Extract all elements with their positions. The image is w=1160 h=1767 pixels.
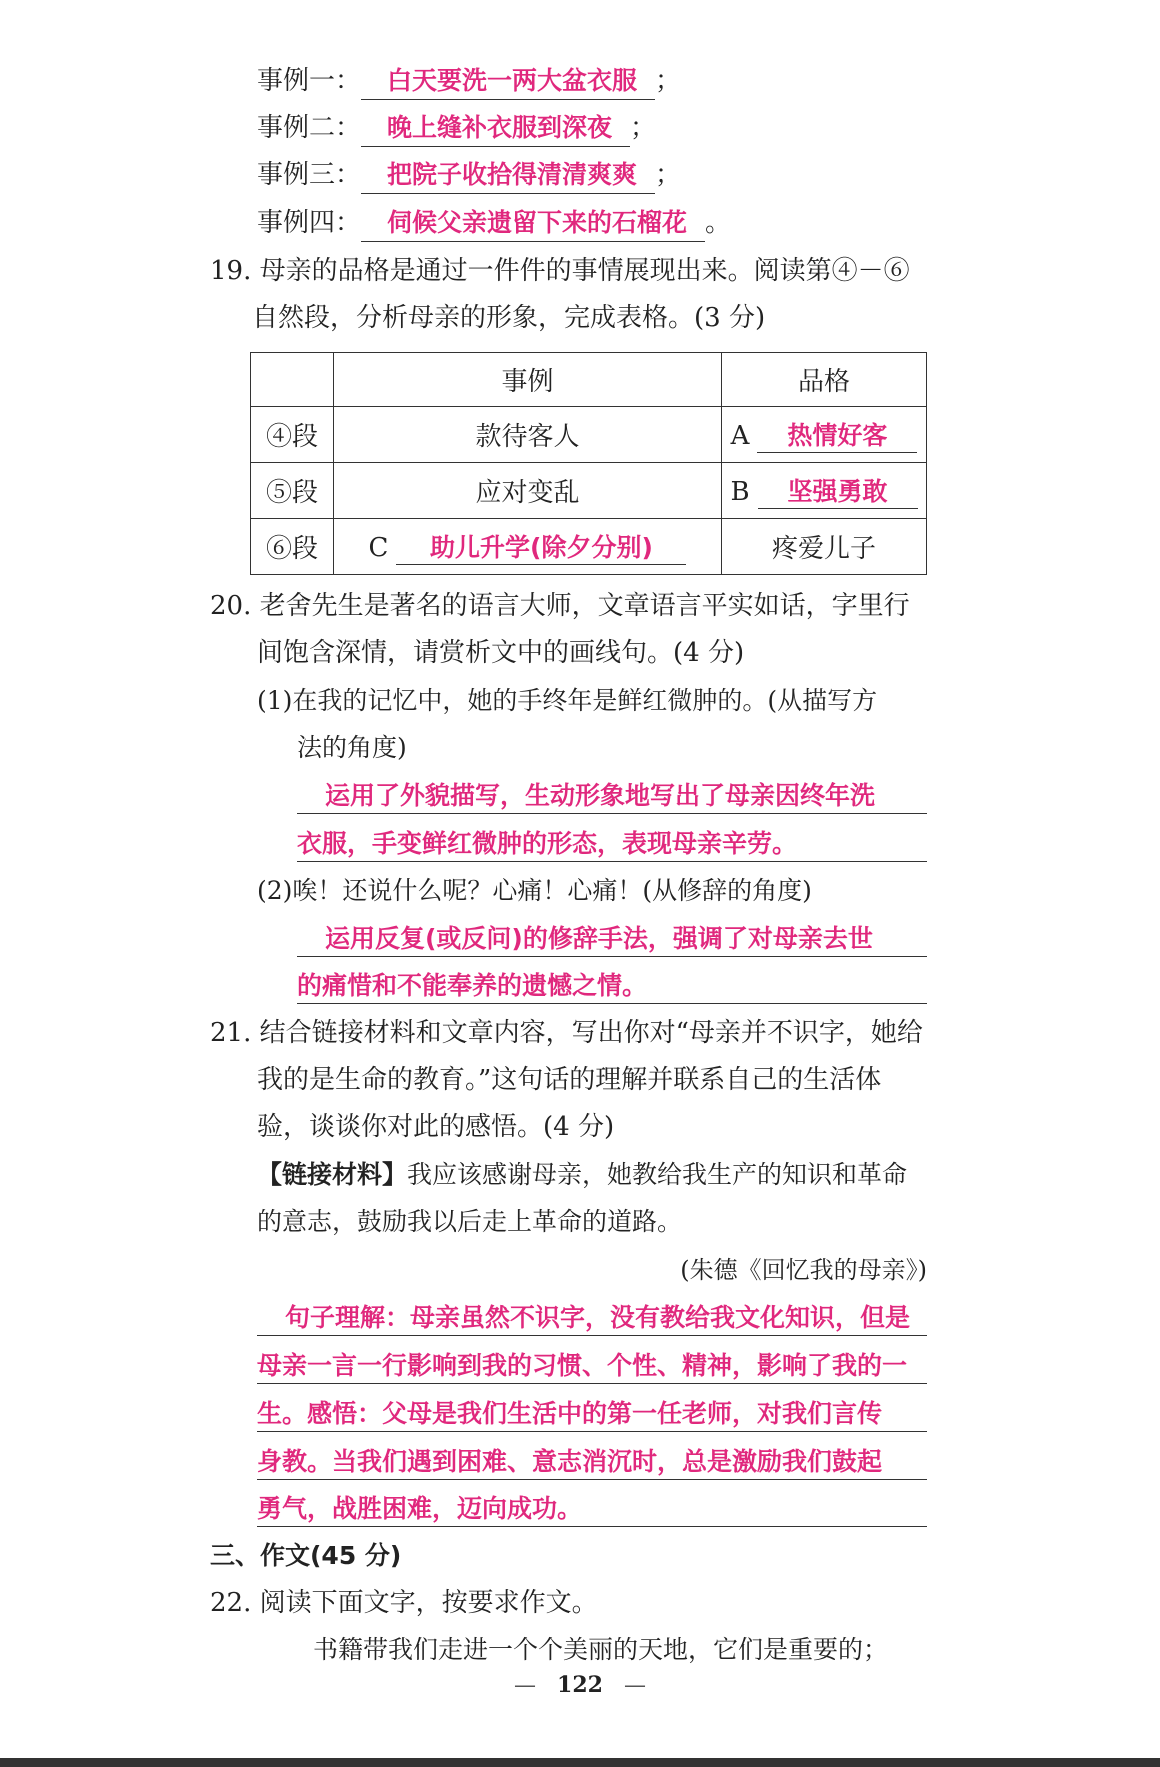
- answer-text: 运用反复(或反问)的修辞手法，强调了对母亲去世: [325, 924, 873, 953]
- answer-text: 助儿升学(除夕分别): [396, 528, 686, 565]
- answer-text: 生。感悟：父母是我们生活中的第一任老师，对我们言传: [257, 1399, 883, 1428]
- table-row: [251, 463, 927, 519]
- example-4: 事例四： 伺候父亲遗留下来的石榴花 。: [257, 205, 731, 242]
- table-cell: B 坚强勇敢: [722, 463, 927, 519]
- q22-text: 22. 阅读下面文字，按要求作文。: [210, 1588, 598, 1618]
- answer-text: 运用了外貌描写，生动形象地写出了母亲因终年洗: [325, 781, 876, 810]
- answer-text: 白天要洗一两大盆衣服: [361, 63, 655, 100]
- table-cell: C 助儿升学(除夕分别): [334, 519, 722, 575]
- answer-underline: [257, 1526, 927, 1527]
- table-row: [251, 519, 927, 575]
- answer-text: 伺候父亲遗留下来的石榴花: [361, 205, 705, 242]
- link-tag: 【链接材料】: [257, 1160, 408, 1189]
- answer-underline: [257, 1431, 927, 1432]
- answer-underline: [257, 1383, 927, 1384]
- table-row: [251, 407, 927, 463]
- answer-text: 身教。当我们遇到困难、意志消沉时，总是激励我们鼓起: [257, 1447, 883, 1476]
- answer-text: 热情好客: [757, 416, 917, 453]
- q19-table: [250, 352, 927, 575]
- page-footer: — 122 —: [514, 1672, 646, 1698]
- table-header-cell: 品格: [722, 353, 927, 407]
- q21-text: 验，谈谈你对此的感悟。(4 分): [257, 1112, 615, 1142]
- source-citation: (朱德《回忆我的母亲》): [680, 1256, 927, 1284]
- q20-sub2: (2)唉！还说什么呢？心痛！心痛！(从修辞的角度): [257, 876, 812, 905]
- answer-underline: [297, 956, 927, 957]
- q21-text: 21. 结合链接材料和文章内容，写出你对“母亲并不识字，她给: [210, 1018, 923, 1048]
- table-cell: 款待客人: [334, 407, 722, 463]
- answer-text: 坚强勇敢: [758, 472, 918, 509]
- q20-text: 20. 老舍先生是著名的语言大师，文章语言平实如话，字里行: [210, 591, 910, 621]
- q22-text: 书籍带我们走进一个个美丽的天地，它们是重要的；: [313, 1635, 889, 1664]
- table-cell: ⑥段: [251, 519, 334, 575]
- table-header-cell: 事例: [334, 353, 722, 407]
- q19-text: 19. 母亲的品格是通过一件件的事情展现出来。阅读第④－⑥: [210, 256, 910, 286]
- answer-text: 把院子收拾得清清爽爽: [361, 157, 655, 194]
- answer-text: 的痛惜和不能奉养的遗憾之情。: [297, 971, 648, 1000]
- example-3: 事例三： 把院子收拾得清清爽爽 ；: [257, 157, 681, 194]
- table-cell: ⑤段: [251, 463, 334, 519]
- q20-sub1: (1)在我的记忆中，她的手终年是鲜红微肿的。(从描写方: [257, 686, 878, 715]
- answer-underline: [297, 813, 927, 814]
- q20-sub1: 法的角度): [297, 733, 407, 762]
- example-1: 事例一： 白天要洗一两大盆衣服 ；: [257, 63, 681, 100]
- q21-text: 我的是生命的教育。”这句话的理解并联系自己的生活体: [257, 1065, 882, 1095]
- answer-text: 晚上缝补衣服到深夜: [361, 110, 630, 147]
- table-cell: 疼爱儿子: [722, 519, 927, 575]
- answer-text: 衣服，手变鲜红微肿的形态，表现母亲辛劳。: [297, 829, 798, 858]
- example-2: 事例二： 晚上缝补衣服到深夜 ；: [257, 110, 656, 147]
- section-heading: 三、作文(45 分): [210, 1541, 402, 1570]
- link-material: 的意志，鼓励我以后走上革命的道路。: [257, 1207, 683, 1236]
- answer-underline: [257, 1335, 927, 1336]
- answer-text: 母亲一言一行影响到我的习惯、个性、精神，影响了我的一: [257, 1351, 908, 1380]
- table-header-cell: [251, 353, 334, 407]
- q19-text: 自然段，分析母亲的形象，完成表格。(3 分): [252, 303, 766, 333]
- q20-text: 间饱含深情，请赏析文中的画线句。(4 分): [257, 638, 745, 668]
- answer-underline: [297, 1003, 927, 1004]
- answer-text: 句子理解：母亲虽然不识字，没有教给我文化知识，但是: [285, 1303, 911, 1332]
- bottom-bar: [0, 1758, 1160, 1767]
- link-material: 【链接材料】我应该感谢母亲，她教给我生产的知识和革命: [257, 1160, 908, 1189]
- table-cell: 应对变乱: [334, 463, 722, 519]
- table-cell: A 热情好客: [722, 407, 927, 463]
- table-cell: ④段: [251, 407, 334, 463]
- page-number: 122: [557, 1672, 603, 1698]
- answer-underline: [257, 1479, 927, 1480]
- answer-underline: [297, 861, 927, 862]
- answer-text: 勇气，战胜困难，迈向成功。: [257, 1494, 583, 1523]
